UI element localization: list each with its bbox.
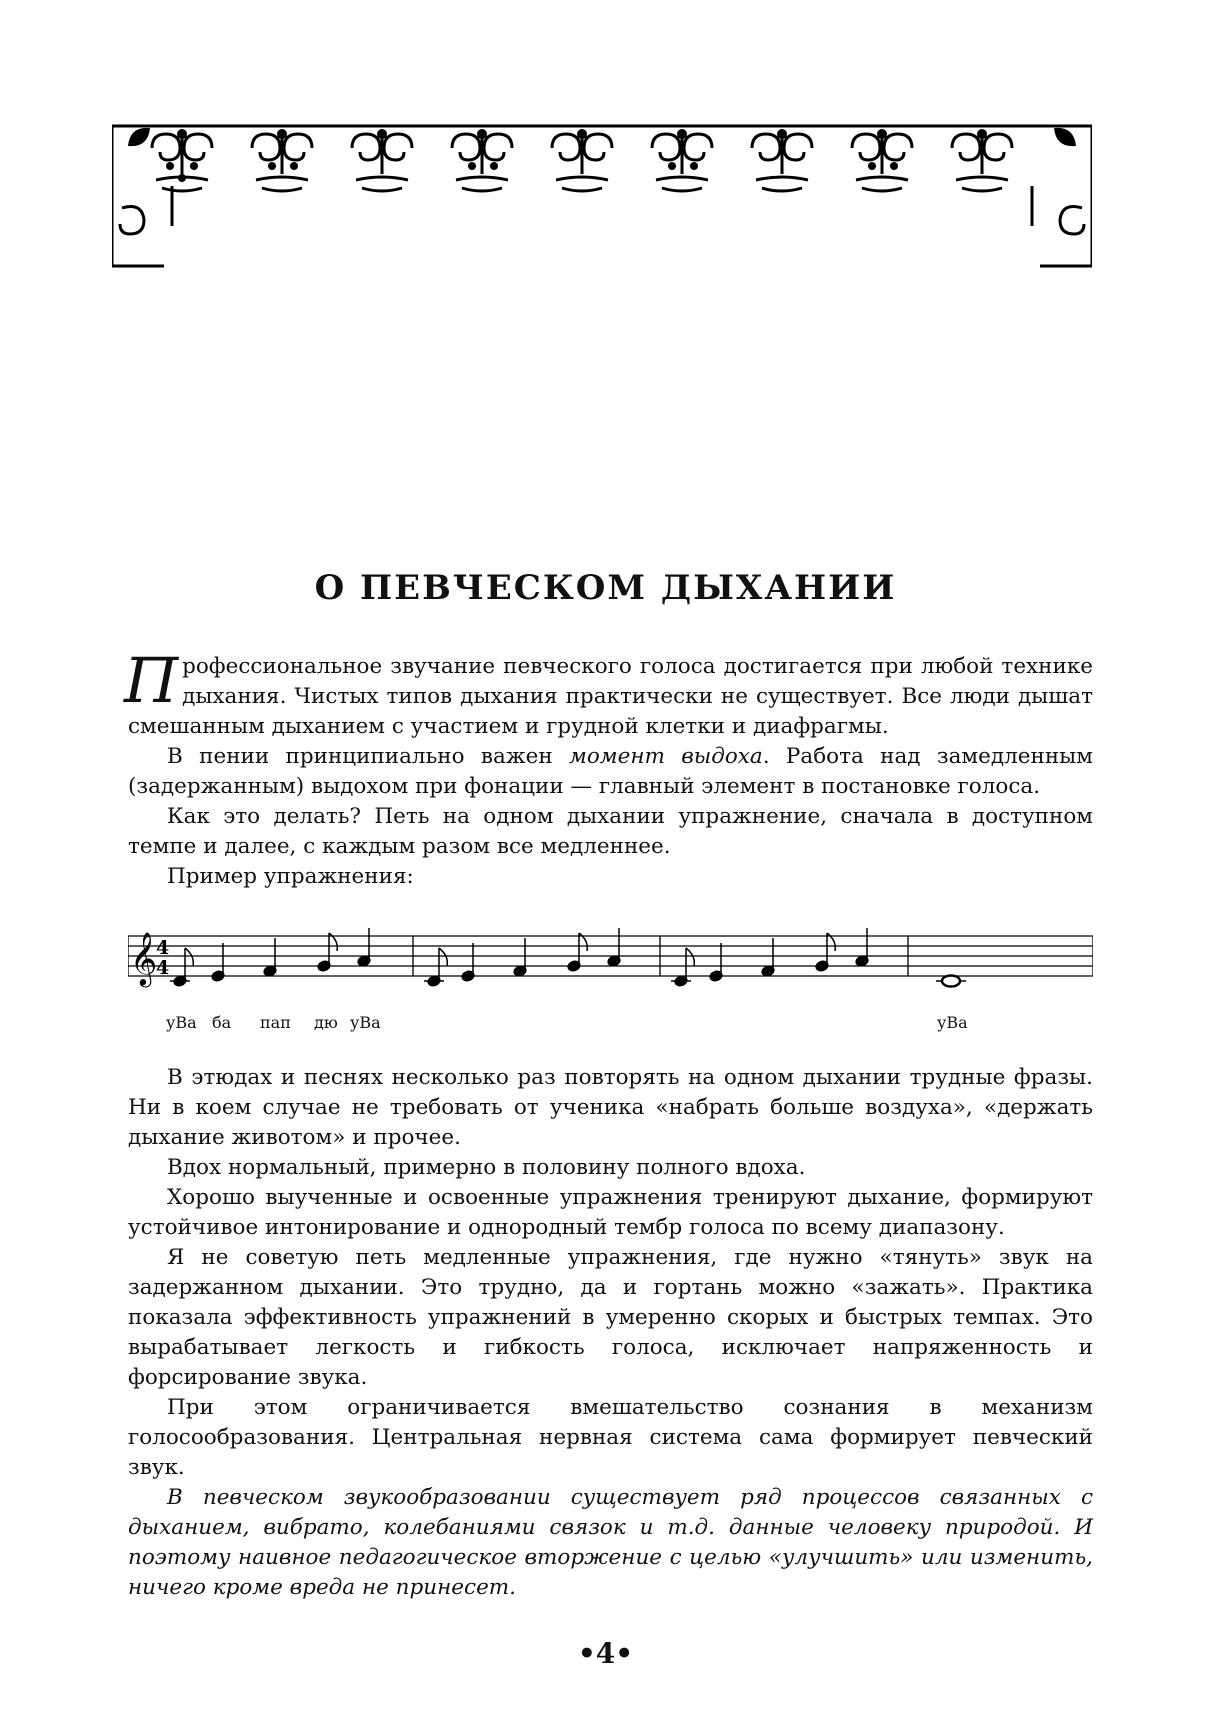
lyric: уВа [937,1013,968,1032]
page-number: •4• [577,1637,634,1670]
paragraph: В этюдах и песнях несколько раз повторять на одном дыхании трудные фразы. Ни в коем случае не требовать от ученика «набрать больше воздуха», «держать дыхание животом» и прочее. [128,1065,1093,1150]
body-text-bottom [128,1063,1093,1603]
time-signature-top: 4 [156,937,170,959]
paragraph-exhale [128,742,1093,802]
lyric: дю [314,1013,338,1032]
intro-paragraph [124,644,1093,742]
measure-2 [424,928,621,987]
paragraph: При этом ограничивается вмешательство сознания в механизм голосообразования. Центральная нервная система сама формирует певческий звук. [128,1395,1093,1480]
paragraph: Вдох нормальный, примерно в половину полного вдоха. [167,1155,806,1180]
body-text-top [124,644,1093,892]
time-signature-bottom: 4 [156,957,170,979]
paragraph: Я не советую петь медленные упражнения, где нужно «тянуть» звук на задержанном дыхании. Это трудно, да и гортань можно «зажать». Практика показала эффективность упражнений в умеренно скорых и быстрых темпах. Это вырабатывает легкость и гибкость голоса, исключает напряженность и форсирование звука. [128,1245,1093,1390]
lyric: пап [260,1013,291,1032]
paragraph-exhale-start: В пении принципиально важен [167,744,569,769]
drop-cap: П [124,644,179,717]
paragraph-method: Как это делать? Петь на одном дыхании упражнение, сначала в доступном темпе и далее, с каждым разом все медленнее. [128,804,1093,859]
intro-text: рофессиональное звучание певческого голоса достигается при любой технике дыхания. Чистых типов дыхания практически не существует. Все люди дышат смешанным дыханием с участием и грудной клетки и диафрагмы. [128,654,1093,739]
lyric: ба [212,1013,232,1032]
example-label: Пример упражнения: [167,864,414,889]
music-score-example [128,928,1093,1038]
measure-3 [671,928,869,987]
paragraph-exhale-end: . Работа над замедленным (задержанным) выдохом при фонации — главный элемент в постановке голоса. [128,744,1093,799]
paragraph: Хорошо выученные и освоенные упражнения тренируют дыхание, формируют устойчивое интонирование и однородный тембр голоса по всему диапазону. [128,1185,1093,1240]
measure-4 [936,976,966,987]
treble-clef-icon: 𝄞 [130,931,158,985]
emphasis-exhale: момент выдоха [569,744,763,769]
lyric: уВа [350,1013,381,1032]
decorative-ornament [112,118,1092,268]
italic-conclusion: В певческом звукообразовании существует ряд процессов связанных с дыханием, вибрато, колебаниями связок и т.д. данные человеку природой. И поэтому наивное педагогическое вторжение с целью «улучшить» или изменить, ничего кроме вреда не принесет. [128,1485,1093,1600]
lyric: уВа [166,1013,197,1032]
page-title: О ПЕВЧЕСКОМ ДЫХАНИИ [314,568,897,608]
measure-1 [170,928,371,987]
